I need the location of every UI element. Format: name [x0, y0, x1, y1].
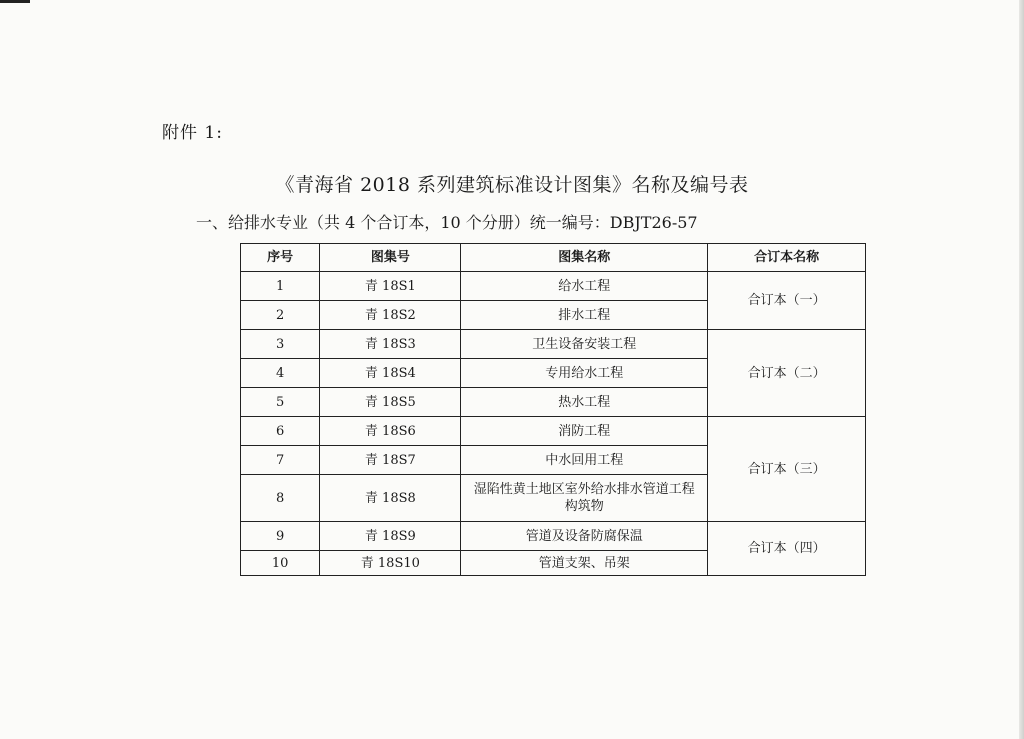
scan-mark: [0, 0, 30, 3]
atlas-name: 专用给水工程: [461, 359, 708, 388]
atlas-name: 排水工程: [461, 301, 708, 330]
row-number: 1: [241, 272, 320, 301]
atlas-name: 消防工程: [461, 417, 708, 446]
atlas-code: 青 18S4: [320, 359, 461, 388]
atlas-code: 青 18S6: [320, 417, 461, 446]
row-number: 7: [241, 446, 320, 475]
row-number: 4: [241, 359, 320, 388]
atlas-code: 青 18S8: [320, 475, 461, 522]
atlas-name: 中水回用工程: [461, 446, 708, 475]
atlas-name: 管道支架、吊架: [461, 551, 708, 576]
atlas-table: [240, 243, 866, 576]
column-header-name: 图集名称: [461, 244, 708, 272]
atlas-name-cell: [461, 475, 708, 522]
atlas-code: 青 18S3: [320, 330, 461, 359]
row-number: 5: [241, 388, 320, 417]
page-edge: [1019, 0, 1024, 739]
attachment-label: 附件 1:: [162, 123, 223, 143]
row-number: 3: [241, 330, 320, 359]
atlas-code: 青 18S10: [320, 551, 461, 576]
volume-name: 合订本（二）: [708, 330, 866, 417]
row-number: 2: [241, 301, 320, 330]
atlas-code: 青 18S5: [320, 388, 461, 417]
row-number: 6: [241, 417, 320, 446]
atlas-name: 热水工程: [461, 388, 708, 417]
column-header-code: 图集号: [320, 244, 461, 272]
atlas-code: 青 18S2: [320, 301, 461, 330]
column-header-no: 序号: [241, 244, 320, 272]
table-row: [241, 330, 866, 359]
table-row: [241, 417, 866, 446]
volume-name: 合订本（四）: [708, 522, 866, 576]
atlas-code: 青 18S9: [320, 522, 461, 551]
atlas-code: 青 18S1: [320, 272, 461, 301]
table-header-row: [241, 244, 866, 272]
column-header-volume: 合订本名称: [708, 244, 866, 272]
table-row: [241, 272, 866, 301]
row-number: 9: [241, 522, 320, 551]
atlas-name: 卫生设备安装工程: [461, 330, 708, 359]
atlas-name: 管道及设备防腐保温: [461, 522, 708, 551]
atlas-name: 湿陷性黄土地区室外给水排水管道工程构筑物: [473, 482, 695, 514]
atlas-code: 青 18S7: [320, 446, 461, 475]
document-title: 《青海省 2018 系列建筑标准设计图集》名称及编号表: [275, 174, 749, 196]
row-number: 8: [241, 475, 320, 522]
row-number: 10: [241, 551, 320, 576]
section-heading: 一、给排水专业（共 4 个合订本，10 个分册）统一编号：DBJT26-57: [196, 213, 698, 232]
atlas-name: 给水工程: [461, 272, 708, 301]
volume-name: 合订本（一）: [708, 272, 866, 330]
volume-name: 合订本（三）: [708, 417, 866, 522]
table-row: [241, 522, 866, 551]
